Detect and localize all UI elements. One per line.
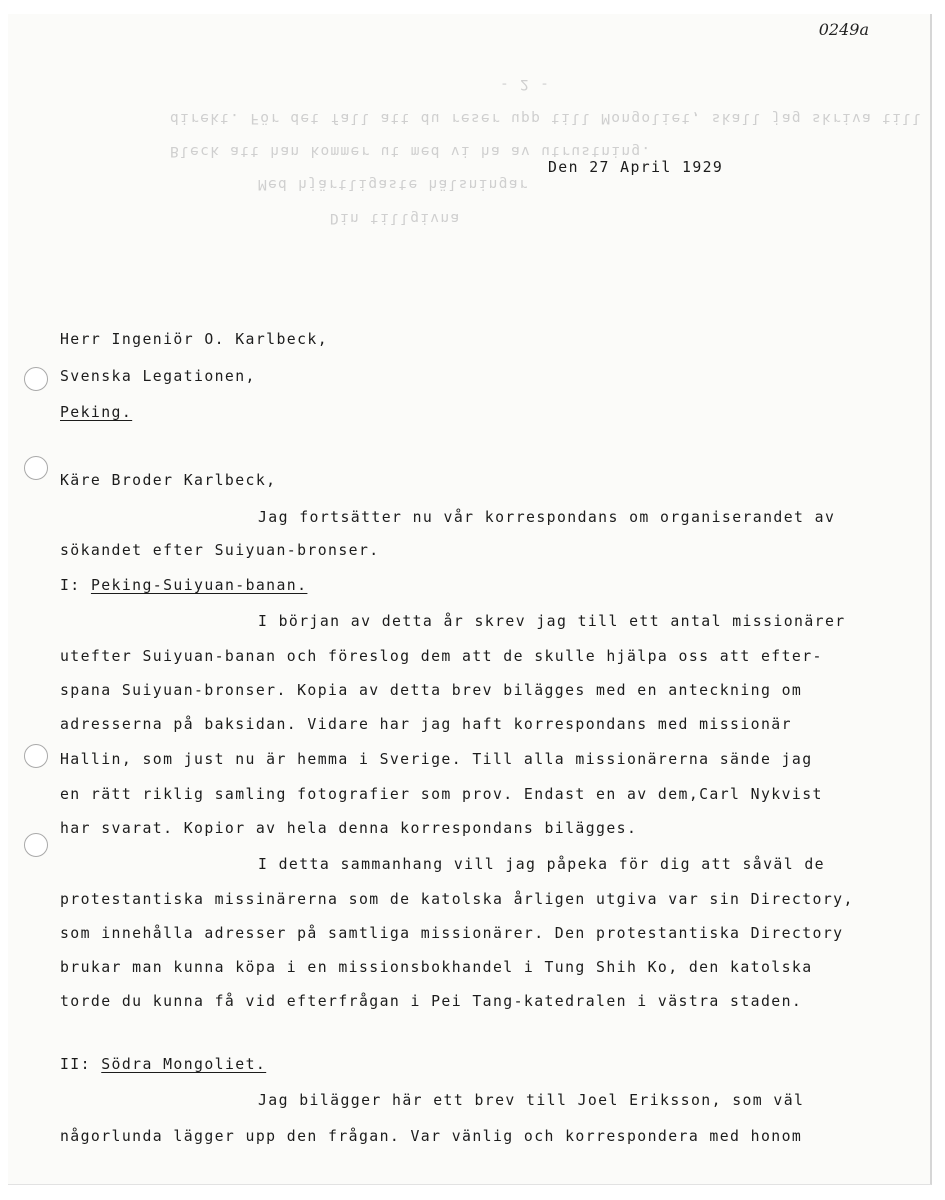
section-number: I: [60, 577, 81, 594]
show-through-page-number: - 2 - [500, 76, 551, 92]
body-line: adresserna på baksidan. Vidare har jag haft korrespondans med missionär [60, 716, 792, 733]
archive-number: 0249a [818, 20, 869, 39]
body-line: spana Suiyuan-bronser. Kopia av detta brev bilägges med en anteckning om [60, 682, 803, 699]
body-line: I detta sammanhang vill jag påpeka för dig att såväl de [258, 856, 825, 873]
section-heading [60, 577, 307, 594]
body-line: som innehålla adresser på samtliga missionärer. Den protestantiska Directory [60, 925, 844, 942]
punch-hole [24, 833, 48, 857]
letter-date: Den 27 April 1929 [548, 159, 724, 176]
body-line: torde du kunna få vid efterfrågan i Pei Tang-katedralen i västra staden. [60, 993, 803, 1010]
body-line: protestantiska missinärerna som de katolska årligen utgiva var sin Directory, [60, 891, 854, 908]
body-line: Jag bilägger här ett brev till Joel Eriksson, som väl [258, 1092, 805, 1109]
body-line: en rätt riklig samling fotografier som prov. Endast en av dem,Carl Nykvist [60, 786, 823, 803]
section-title: Peking-Suiyuan-banan. [90, 577, 308, 594]
punch-hole [24, 456, 48, 480]
punch-hole [24, 744, 48, 768]
body-line: brukar man kunna köpa i en missionsbokhandel i Tung Shih Ko, den katolska [60, 959, 813, 976]
section-number: II: [60, 1056, 91, 1073]
show-through-line: Bleck att han kommer ut med vi ha av utrustning. [170, 143, 652, 159]
body-line: I början av detta år skrev jag till ett antal missionärer [258, 613, 846, 630]
show-through-line: Din tillgivna [330, 210, 461, 226]
body-line: någorlunda lägger upp den frågan. Var vänlig och korrespondera med honom [60, 1128, 803, 1145]
salutation: Käre Broder Karlbeck, [60, 472, 277, 489]
body-line: Jag fortsätter nu vår korrespondans om organiserandet av [258, 509, 836, 526]
recipient-organization: Svenska Legationen, [60, 368, 256, 385]
body-line: Hallin, som just nu är hemma i Sverige. Till alla missionärerna sände jag [60, 751, 813, 768]
recipient-name: Herr Ingeniör O. Karlbeck, [60, 331, 329, 348]
body-line: utefter Suiyuan-banan och föreslog dem att de skulle hjälpa oss att efter- [60, 648, 823, 665]
show-through-line: direkt. För det fall att du reser upp till Mongoliet, skall jag skriva till [170, 110, 923, 126]
punch-hole [24, 367, 48, 391]
section-title: Södra Mongoliet. [101, 1056, 267, 1073]
body-line: har svarat. Kopior av hela denna korrespondans bilägges. [60, 820, 638, 837]
body-line: sökandet efter Suiyuan-bronser. [60, 542, 380, 559]
section-heading [60, 1056, 266, 1073]
show-through-line: Med hjärtligaste hälsningar [258, 176, 529, 192]
recipient-city: Peking. [60, 404, 133, 421]
